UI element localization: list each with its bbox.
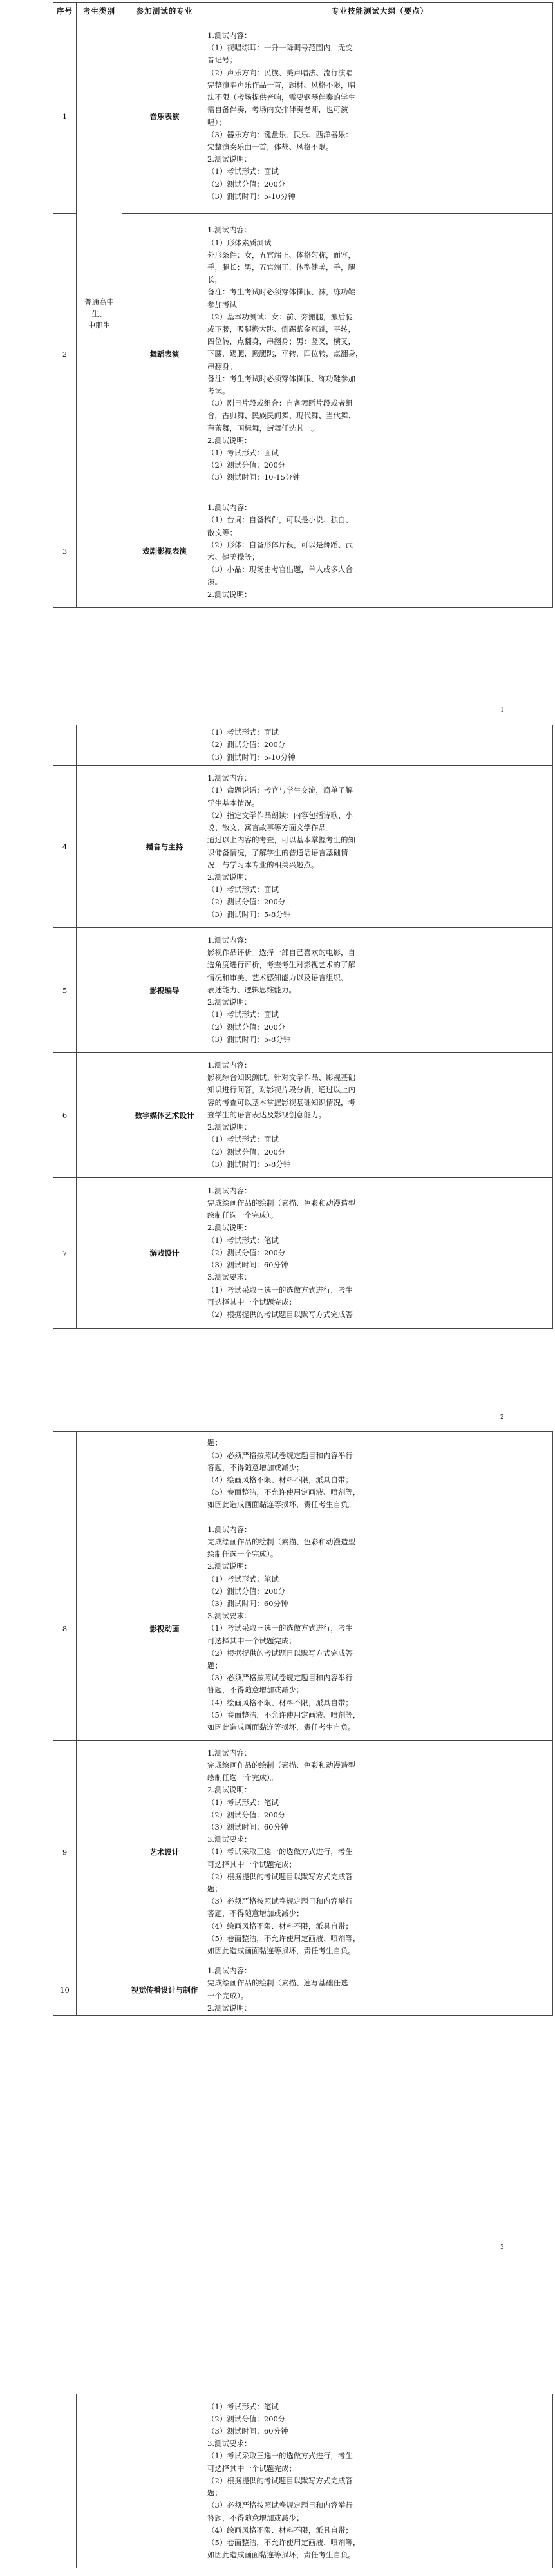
outline-line: （3）必须严格按照试卷规定题目和内容举行 — [207, 1897, 353, 1906]
table-body-page-2 — [53, 725, 553, 1329]
outline-line: 可选择其中一个试题完成； — [207, 1636, 296, 1645]
outline-line: 学生基本情况。 — [207, 798, 259, 808]
outline-line: （1）台词：自备稿件，可以是小说、独白、 — [207, 515, 353, 525]
outline-line: （3）测试时间：5-10分钟 — [207, 752, 296, 762]
outline-line: （2）声乐方向：民族、美声唱法、流行演唱 — [207, 68, 353, 77]
major-name: 艺术设计 — [122, 1741, 207, 1964]
table-row — [53, 1517, 553, 1741]
outline-line: 备注：考生考试时必须穿体操服、袜，练功鞋 — [207, 287, 355, 297]
outline-line: 唱）； — [207, 117, 226, 127]
outline-line: （1）考试采取三选一的选做方式进行，考生 — [207, 2451, 353, 2461]
outline-line: 绘制任选一个完成）。 — [207, 1773, 278, 1783]
outline-line: 1.测试内容： — [207, 1748, 252, 1757]
outline-line: 外形条件：女，五官端正、体格匀称，面容， — [207, 250, 355, 260]
row-number: 7 — [53, 1178, 77, 1329]
outline-line: 2.测试说明： — [207, 872, 252, 882]
header-category: 考生类别 — [77, 3, 122, 19]
row-number — [53, 725, 77, 766]
outline-line: 法不限（考场提供音响，需要钢琴伴奏的学生 — [207, 93, 355, 102]
outline-line: （2）测试分值：200分 — [207, 897, 286, 907]
outline-line: 考试。 — [207, 386, 230, 395]
exam-table-page-4 — [53, 2394, 553, 2568]
outline-line: 选角度进行评析，考查考生对影视艺术的了解 — [207, 960, 355, 970]
major-name — [122, 2394, 207, 2568]
category-cell — [77, 19, 122, 608]
outline-cell — [207, 725, 553, 766]
outline-line: 2.测试说明： — [207, 155, 252, 164]
outline-line: （4）绘画风格不限、材料不限，派具自带； — [207, 1698, 353, 1707]
outline-line: 完成绘画作品的绘制（素描、色彩和动漫造型 — [207, 1198, 355, 1208]
outline-cell — [207, 19, 553, 214]
outline-line: （5）卷面整洁，不允许使用定画液、喷剂等， — [207, 1488, 361, 1497]
outline-line: 绘制任选一个完成）。 — [207, 1211, 278, 1220]
page-number: 2 — [500, 1414, 504, 1421]
category-cell — [77, 2394, 122, 2568]
outline-line: 2.测试说明： — [207, 1223, 252, 1233]
outline-line: （2）基本功测试：女：前、旁搬腿，搬后腿 — [207, 312, 353, 321]
outline-line: 2.测试说明： — [207, 998, 252, 1007]
outline-line: （1）考试形式：面试 — [207, 1135, 279, 1144]
outline-cell — [207, 766, 553, 928]
outline-line: 3.测试要求： — [207, 1611, 252, 1621]
outline-line: （2）形体：自备形体片段，可以是舞蹈、武 — [207, 540, 353, 549]
major-name: 视觉传播设计与制作 — [122, 1964, 207, 2016]
row-number: 5 — [53, 928, 77, 1053]
table-row — [53, 2394, 553, 2568]
table-row — [53, 766, 553, 928]
category-cell — [77, 1741, 122, 1964]
outline-line: 2.测试说明： — [207, 1122, 252, 1132]
table-row — [53, 1178, 553, 1329]
outline-line: （2）根据提供的考试题目以默写方式完成答 — [207, 1871, 353, 1881]
outline-cell — [207, 1432, 553, 1517]
outline-line: 可选择其中一个试题完成； — [207, 1859, 296, 1869]
exam-table-page-2 — [53, 724, 553, 1329]
table-row — [53, 1964, 553, 2016]
header-major: 参加测试的专业 — [122, 3, 207, 19]
outline-line: （4）绘画风格不限、材料不限，派具自带； — [207, 1921, 353, 1931]
major-name — [122, 725, 207, 766]
outline-line: （5）卷面整洁，不允许使用定画液、喷剂等， — [207, 1710, 361, 1719]
outline-line: （3）剧目片段或组合：自备舞蹈片段或者组 — [207, 399, 353, 408]
table-row — [53, 495, 553, 608]
outline-line: 表述能力、逻辑思维能力。 — [207, 985, 296, 994]
outline-line: （2）测试分值：200分 — [207, 1586, 286, 1596]
outline-line: 完成绘画作品的绘制（素描、色彩和动漫造型 — [207, 1760, 355, 1770]
outline-line: （3）测试时间：5-10分钟 — [207, 191, 296, 201]
major-name: 戏剧影视表演 — [122, 495, 207, 608]
table-header-row — [53, 3, 553, 19]
outline-line: 长， — [207, 275, 222, 285]
outline-line: （2）测试分值：200分 — [207, 1147, 286, 1157]
outline-line: 2.测试说明： — [207, 1562, 252, 1571]
outline-line: 2.测试说明： — [207, 1785, 252, 1795]
outline-line: 1.测试内容： — [207, 225, 252, 235]
outline-line: （3）测试时间：10-15分钟 — [207, 473, 300, 482]
category-cell — [77, 928, 122, 1053]
outline-line: （2）测试分值：200分 — [207, 1247, 286, 1257]
outline-line: 3.测试要求： — [207, 1273, 252, 1282]
header-outline: 专业技能测试大纲（要点） — [207, 3, 553, 19]
outline-line: 识储备情况，了解学生的普通话语言基础情 — [207, 848, 348, 857]
outline-line: 题； — [207, 1438, 222, 1448]
outline-line: （3）测试时间：60分钟 — [207, 1822, 288, 1832]
outline-line: 情况和审美、艺术感知能力以及语言组织、 — [207, 972, 348, 982]
outline-line: 2.测试说明： — [207, 435, 252, 445]
outline-line: （1）考试形式：笔试 — [207, 1235, 279, 1245]
outline-cell — [207, 1053, 553, 1178]
outline-line: 容的考查可以基本掌握影视基础知识情况，考 — [207, 1097, 355, 1107]
outline-line: （2）测试分值：200分 — [207, 2414, 286, 2423]
outline-line: 散文等； — [207, 527, 237, 537]
outline-line: 影视作品评析。选择一部自己喜欢的电影，自 — [207, 948, 355, 958]
outline-line: （3）必须严格按照试卷规定题目和内容举行 — [207, 1450, 353, 1460]
table-row — [53, 1432, 553, 1517]
row-number: 10 — [53, 1964, 77, 2016]
row-number: 2 — [53, 214, 77, 495]
table-body-page-1 — [53, 19, 553, 608]
outline-line: （2）根据提供的考试题目以默写方式完成答 — [207, 2476, 353, 2485]
category-cell — [77, 1053, 122, 1178]
outline-line: （5）卷面整洁，不允许使用定画液、喷剂等， — [207, 1933, 361, 1943]
table-body-page-3 — [53, 1432, 553, 2016]
category-cell — [77, 725, 122, 766]
outline-line: 如因此造成画面黏连等损坏，责任考生自负。 — [207, 1500, 355, 1510]
outline-line: （2）指定文学作品朗读：内容包括诗歌、小 — [207, 810, 353, 820]
outline-line: 备注：考生考试时必须穿体操服、练功鞋参加 — [207, 374, 355, 383]
row-number: 9 — [53, 1741, 77, 1964]
outline-line: 下腰，踢腿，搬腿跳，平转，四位转，点翻身， — [207, 349, 363, 359]
outline-line: 四位转，点翻身，串翻身；男：竖叉，横叉， — [207, 337, 355, 346]
major-name: 音乐表演 — [122, 19, 207, 214]
major-name — [122, 1432, 207, 1517]
outline-line: （5）卷面整洁，不允许使用定画液、喷剂等， — [207, 2537, 361, 2547]
outline-line: 如因此造成画面黏连等损坏，责任考生自负。 — [207, 1946, 355, 1956]
outline-line: 完整演唱声乐作品一首，题材、风格不限，唱 — [207, 80, 355, 90]
row-number: 4 — [53, 766, 77, 928]
outline-line: （3）必须严格按照试卷规定题目和内容举行 — [207, 1673, 353, 1683]
category-cell — [77, 1432, 122, 1517]
row-number: 8 — [53, 1517, 77, 1741]
outline-cell — [207, 214, 553, 495]
outline-line: 完成绘画作品的绘制（素描、速写基础任选 — [207, 1978, 348, 1988]
outline-cell — [207, 1178, 553, 1329]
outline-line: 1.测试内容： — [207, 503, 252, 513]
outline-line: 1.测试内容： — [207, 1061, 252, 1070]
category-label: 普通高中 — [84, 297, 114, 307]
category-cell — [77, 766, 122, 928]
outline-line: 答题，不得随意增加或减少； — [207, 1909, 304, 1918]
outline-line: 3.测试要求： — [207, 1835, 252, 1844]
outline-line: 音记号； — [207, 55, 237, 65]
outline-cell — [207, 1964, 553, 2016]
outline-line: （1）考试形式：面试 — [207, 885, 279, 895]
table-row — [53, 19, 553, 214]
outline-line: （1）考试形式：面试 — [207, 167, 279, 176]
outline-line: 绘制任选一个完成）。 — [207, 1549, 278, 1559]
outline-line: 通过以上内容的考查，可以基本掌握考生的知 — [207, 835, 355, 845]
page-number: 3 — [500, 2244, 504, 2251]
table-row — [53, 725, 553, 766]
outline-line: 3.测试要求： — [207, 2439, 252, 2448]
outline-line: （1）考试采取三选一的选做方式进行，考生 — [207, 1624, 353, 1633]
outline-line: 答题，不得随意增加或减少； — [207, 1463, 304, 1472]
outline-line: 查学生的语言表达及影视创意能力。 — [207, 1110, 326, 1119]
table-row — [53, 1053, 553, 1178]
outline-line: （1）形体素质测试 — [207, 238, 272, 247]
outline-line: 答题，不得随意增加或减少； — [207, 1685, 304, 1695]
outline-line: （2）测试分值：200分 — [207, 740, 286, 750]
table-row — [53, 928, 553, 1053]
page-number: 1 — [500, 707, 504, 714]
outline-line: （2）测试分值：200分 — [207, 1022, 286, 1032]
major-name: 影视动画 — [122, 1517, 207, 1741]
outline-line: （2）测试分值：200分 — [207, 1810, 286, 1819]
outline-line: 串翻身。 — [207, 361, 237, 371]
table-row — [53, 214, 553, 495]
major-name: 数字媒体艺术设计 — [122, 1053, 207, 1178]
outline-line: 芭蕾舞，国标舞，街舞任选其一。 — [207, 423, 319, 433]
category-cell — [77, 1517, 122, 1741]
row-number — [53, 2394, 77, 2568]
outline-line: （4）绘画风格不限、材料不限，派具自带； — [207, 1475, 353, 1484]
outline-line: （3）测试时间：5-8分钟 — [207, 1034, 291, 1044]
outline-line: 1.测试内容： — [207, 31, 252, 41]
major-name: 播音与主持 — [122, 766, 207, 928]
outline-line: 如因此造成画面黏连等损坏，责任考生自负。 — [207, 2550, 355, 2560]
outline-line: 2.测试说明： — [207, 589, 252, 599]
outline-line: 合，古典舞、民族民间舞、现代舞、当代舞、 — [207, 411, 355, 421]
outline-line: （3）测试时间：5-8分钟 — [207, 909, 291, 919]
outline-line: 可选择其中一个试题完成； — [207, 2463, 296, 2473]
outline-line: （3）必须严格按照试卷规定题目和内容举行 — [207, 2501, 353, 2510]
outline-line: （1）考试形式：面试 — [207, 728, 279, 737]
major-name: 舞蹈表演 — [122, 214, 207, 495]
outline-line: 题； — [207, 1884, 222, 1893]
outline-cell — [207, 495, 553, 608]
outline-line: 手，腿长；男，五官端正、体型健美，手，腿 — [207, 262, 355, 272]
category-cell — [77, 1178, 122, 1329]
row-number — [53, 1432, 77, 1517]
outline-line: 说、散文，寓言故事等方面文学作品。 — [207, 823, 334, 833]
outline-line: 答题，不得随意增加或减少； — [207, 2513, 304, 2523]
outline-line: （1）命题说话：考官与学生交流，简单了解 — [207, 786, 353, 795]
category-label: 中职生 — [88, 320, 111, 330]
row-number: 3 — [53, 495, 77, 608]
exam-table-page-3 — [53, 1431, 553, 2016]
category-cell — [77, 1964, 122, 2016]
exam-table-page-1 — [53, 2, 553, 608]
major-name: 游戏设计 — [122, 1178, 207, 1329]
outline-line: （1）考试形式：笔试 — [207, 1797, 279, 1807]
outline-line: 1.测试内容： — [207, 773, 252, 783]
outline-line: 演。 — [207, 577, 222, 587]
outline-line: （1）考试形式：面试 — [207, 448, 279, 458]
outline-line: （1）视唱练耳：一升一降调号范围内，无变 — [207, 43, 353, 53]
row-number: 6 — [53, 1053, 77, 1178]
outline-line: 知识进行问答，对影视片段分析，通过以上内 — [207, 1085, 355, 1095]
outline-line: 术、健美操等； — [207, 553, 259, 562]
outline-line: （1）考试采取三选一的选做方式进行，考生 — [207, 1847, 353, 1857]
outline-line: 1.测试内容： — [207, 1186, 252, 1195]
row-number: 1 — [53, 19, 77, 214]
major-name: 影视编导 — [122, 928, 207, 1053]
outline-line: （3）小品：现场由考官出题，单人或多人合 — [207, 565, 353, 574]
outline-line: 一个完成）。 — [207, 1991, 249, 2000]
table-body-page-4 — [53, 2394, 553, 2568]
outline-line: 如因此造成画面黏连等损坏，责任考生自负。 — [207, 1723, 355, 1732]
outline-line: （2）根据提供的考试题目以默写方式完成答 — [207, 1309, 353, 1319]
outline-line: （3）测试时间：5-8分钟 — [207, 1159, 291, 1169]
outline-line: 可选择其中一个试题完成； — [207, 1297, 296, 1307]
outline-line: （1）考试形式：笔试 — [207, 1574, 279, 1584]
category-label: 生、 — [91, 308, 107, 318]
outline-line: （3）测试时间：60分钟 — [207, 1598, 288, 1608]
outline-line: 1.测试内容： — [207, 936, 252, 945]
outline-cell — [207, 1517, 553, 1741]
outline-cell — [207, 928, 553, 1053]
outline-line: （1）考试采取三选一的选做方式进行，考生 — [207, 1285, 353, 1294]
outline-line: 1.测试内容： — [207, 1966, 252, 1976]
outline-line: 完整演奏乐曲一首，体裁、风格不限。 — [207, 142, 334, 151]
outline-line: 题； — [207, 1661, 222, 1670]
outline-line: （3）器乐方向：键盘乐、民乐、西洋器乐： — [207, 129, 353, 139]
outline-line: 完成绘画作品的绘制（素描、色彩和动漫造型 — [207, 1537, 355, 1546]
outline-line: 影视综合知识测试。针对文学作品、影视基础 — [207, 1073, 355, 1083]
outline-line: 1.测试内容： — [207, 1524, 252, 1534]
outline-line: （2）根据提供的考试题目以默写方式完成答 — [207, 1648, 353, 1658]
outline-line: 况，与学习本专业的相关兴趣点。 — [207, 860, 319, 869]
outline-line: 题； — [207, 2488, 222, 2498]
header-seq: 序号 — [53, 3, 77, 19]
outline-line: （1）考试形式：面试 — [207, 1010, 279, 1019]
outline-line: 2.测试说明： — [207, 2003, 252, 2012]
table-row — [53, 1741, 553, 1964]
outline-line: （3）测试时间：60分钟 — [207, 1260, 288, 1270]
outline-cell — [207, 1741, 553, 1964]
outline-line: 或下腰，吸腿搬大跳、倒踢紫金冠跳，平转， — [207, 324, 355, 334]
outline-line: （2）测试分值：200分 — [207, 460, 286, 470]
outline-line: （1）考试形式：笔试 — [207, 2401, 279, 2411]
outline-line: （3）测试时间：60分钟 — [207, 2427, 288, 2436]
outline-cell — [207, 2394, 553, 2568]
outline-line: 参加考试 — [207, 299, 237, 309]
outline-line: （4）绘画风格不限、材料不限，派具自带； — [207, 2525, 353, 2535]
outline-line: 需自备伴奏，考场内安排伴奏老师，也可演 — [207, 105, 348, 115]
outline-line: （2）测试分值：200分 — [207, 179, 286, 189]
